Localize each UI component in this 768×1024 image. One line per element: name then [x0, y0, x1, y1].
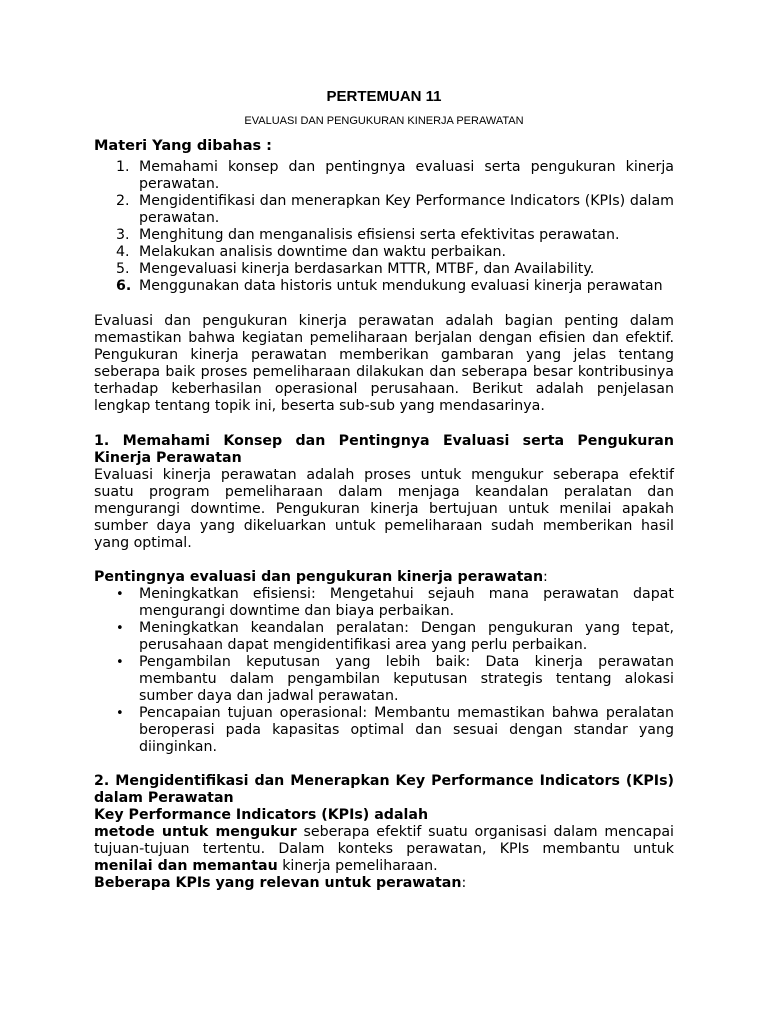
list-item — [94, 654, 674, 705]
list-item-text: Mengevaluasi kinerja berdasarkan MTTR, MTBF, dan Availability. — [139, 261, 595, 277]
kpi-list-colon: : — [461, 875, 467, 891]
section1-body: Evaluasi kinerja perawatan adalah proses untuk mengukur seberapa efektif suatu program pemeliharaan dalam menjaga keandalan peralatan dan mengurangi downtime. Pengukuran kinerja bertujuan untuk menilai apakah sumber daya yang dikeluarkan untuk pemeliharaan sudah memberikan hasil yang optimal. — [94, 467, 674, 551]
materi-heading: Materi Yang dibahas : — [94, 138, 272, 154]
list-item — [94, 261, 674, 278]
bullet-icon: • — [116, 621, 124, 636]
list-item — [94, 227, 674, 244]
list-item-text: Meningkatkan efisiensi: Mengetahui sejauh mana perawatan dapat mengurangi downtime dan biaya perbaikan. — [139, 586, 674, 619]
list-number: 3. — [116, 227, 130, 243]
importance-label: Pentingnya evaluasi dan pengukuran kinerja perawatan — [94, 569, 544, 585]
list-item-text: Mengidentifikasi dan menerapkan Key Performance Indicators (KPIs) dalam perawatan. — [139, 193, 674, 226]
kpi-definition-text-2: kinerja pemeliharaan. — [277, 858, 438, 874]
kpi-definition-emphasis: metode untuk mengukur — [94, 824, 297, 840]
importance-colon: : — [543, 569, 548, 585]
kpi-list-heading — [94, 875, 674, 892]
list-item-text: Meningkatkan keandalan peralatan: Dengan pengukuran yang tepat, perusahaan dapat mengidentifikasi area yang perlu perbaikan. — [139, 620, 674, 653]
intro-paragraph: Evaluasi dan pengukuran kinerja perawatan adalah bagian penting dalam memastikan bahwa kegiatan pemeliharaan berjalan dengan efisien dan efektif. Pengukuran kinerja perawatan memberikan gambaran yang jelas tentang seberapa baik proses pemeliharaan dilakukan dan seberapa besar kontribusinya terhadap keberhasilan operasional perusahaan. Berikut adalah penjelasan lengkap tentang topik ini, beserta sub-sub yang mendasarinya. — [94, 313, 674, 414]
list-number: 1. — [116, 159, 130, 175]
bullet-icon: • — [116, 706, 124, 721]
list-item — [94, 705, 674, 756]
kpi-definition-text: seberapa efektif suatu organisasi dalam mencapai tujuan-tujuan tertentu. Dalam konteks perawatan, KPIs membantu untuk — [94, 824, 674, 857]
kpi-definition-heading: Key Performance Indicators (KPIs) adalah — [94, 807, 429, 823]
list-item — [94, 586, 674, 620]
list-item — [94, 278, 674, 295]
bullet-icon: • — [116, 587, 124, 602]
list-item — [94, 193, 674, 227]
importance-list — [94, 586, 674, 756]
kpi-definition-emphasis-2: menilai dan memantau — [94, 858, 278, 874]
materi-list — [94, 159, 674, 295]
page-title: PERTEMUAN 11 — [326, 88, 442, 105]
section1-heading: 1. Memahami Konsep dan Pentingnya Evaluasi serta Pengukuran Kinerja Perawatan — [94, 433, 674, 466]
list-item — [94, 159, 674, 193]
list-number: 6. — [116, 278, 132, 294]
section2-heading: 2. Mengidentifikasi dan Menerapkan Key Performance Indicators (KPIs) dalam Perawatan — [94, 773, 674, 806]
importance-heading — [94, 569, 674, 586]
list-item-text: Pencapaian tujuan operasional: Membantu memastikan bahwa peralatan beroperasi pada kapasitas optimal dan sesuai dengan standar yang diinginkan. — [139, 705, 674, 755]
kpi-list-label: Beberapa KPIs yang relevan untuk perawatan — [94, 875, 462, 891]
list-item — [94, 244, 674, 261]
list-number: 5. — [116, 261, 130, 277]
list-item-text: Melakukan analisis downtime dan waktu perbaikan. — [139, 244, 507, 260]
list-number: 2. — [116, 193, 130, 209]
document-page — [94, 88, 674, 892]
list-number: 4. — [116, 244, 130, 260]
kpi-definition-paragraph — [94, 824, 674, 875]
list-item — [94, 620, 674, 654]
list-item-text: Pengambilan keputusan yang lebih baik: Data kinerja perawatan membantu dalam pengambilan keputusan strategis tentang alokasi sumber daya dan jadwal perawatan. — [139, 654, 674, 704]
list-item-text: Memahami konsep dan pentingnya evaluasi serta pengukuran kinerja perawatan. — [139, 159, 674, 192]
list-item-text: Menghitung dan menganalisis efisiensi serta efektivitas perawatan. — [139, 227, 620, 243]
bullet-icon: • — [116, 655, 124, 670]
list-item-text: Menggunakan data historis untuk mendukung evaluasi kinerja perawatan — [139, 278, 663, 294]
page-subtitle: EVALUASI DAN PENGUKURAN KINERJA PERAWATAN — [244, 115, 524, 127]
